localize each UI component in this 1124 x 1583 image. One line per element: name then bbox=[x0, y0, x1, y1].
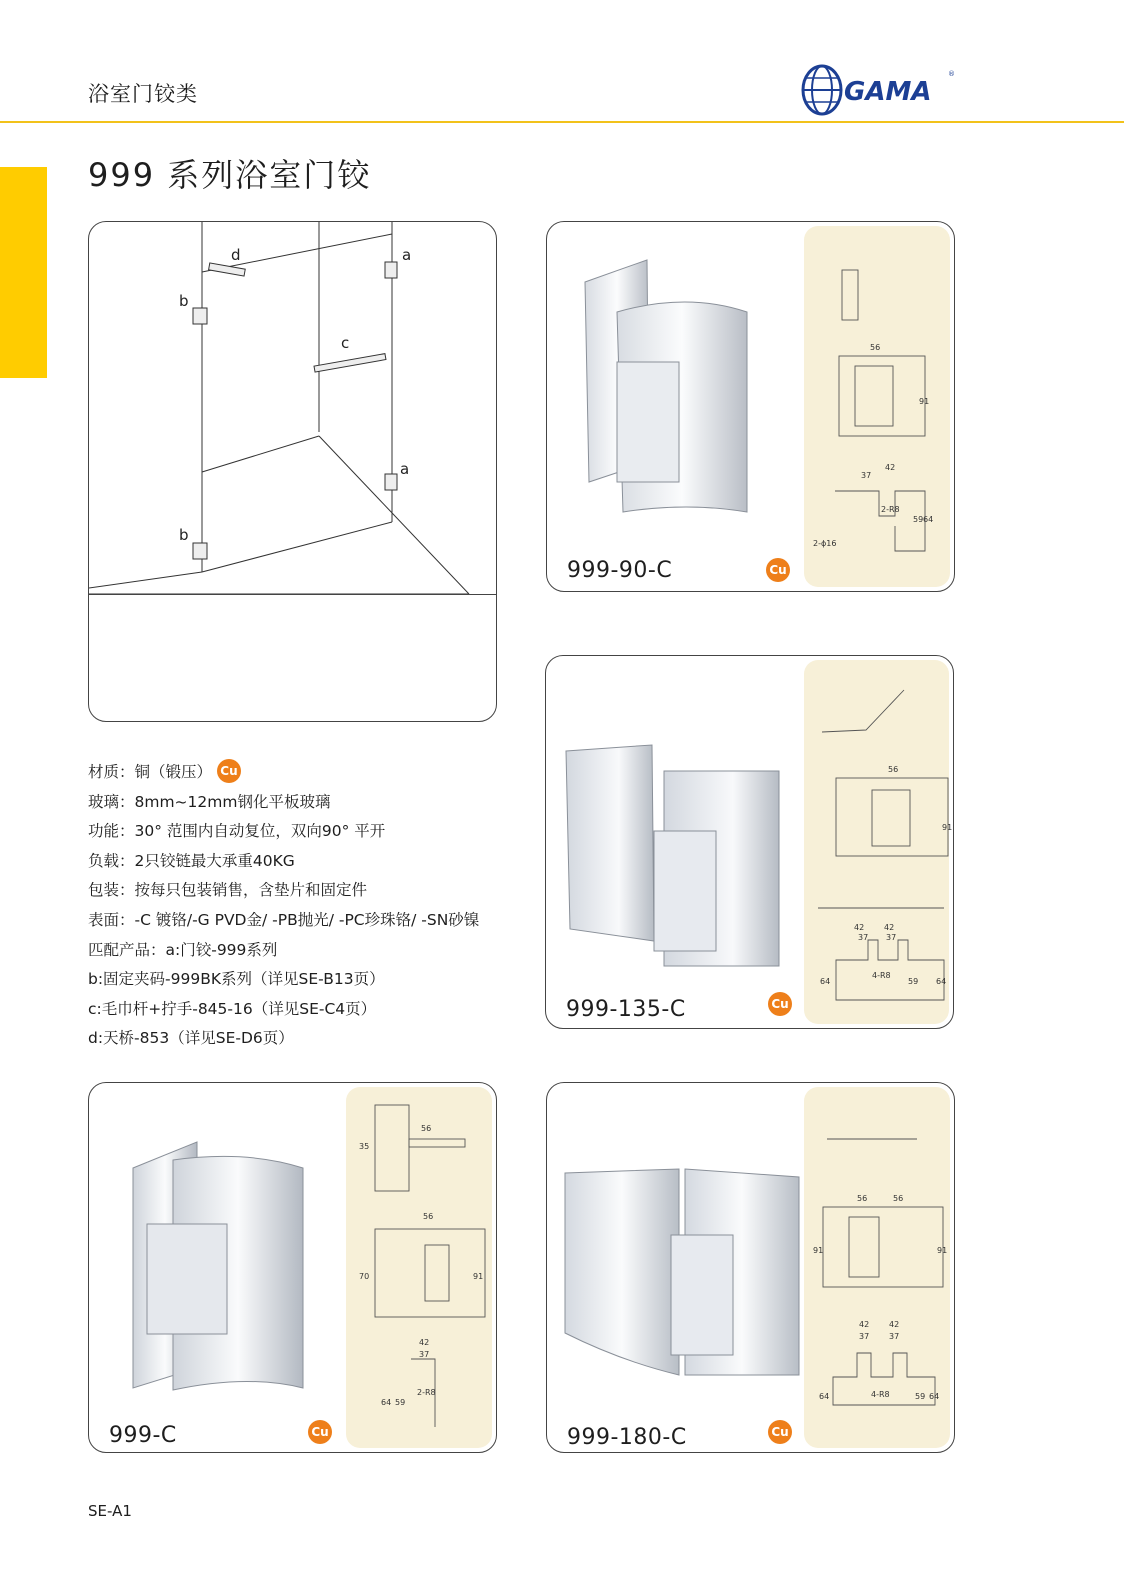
svg-text:2-ϕ16: 2-ϕ16 bbox=[813, 539, 837, 548]
callout-b-bottom: b bbox=[179, 526, 189, 544]
product-card-999-90-c bbox=[546, 221, 955, 592]
svg-text:91: 91 bbox=[813, 1246, 824, 1255]
dimension-drawing bbox=[809, 226, 955, 587]
callout-a-bottom: a bbox=[400, 460, 410, 478]
spec-match-d: d:天桥-853（详见SE-D6页） bbox=[88, 1029, 294, 1048]
copper-badge: Cu bbox=[217, 759, 241, 783]
copper-badge: Cu bbox=[768, 992, 792, 1016]
svg-text:2-R8: 2-R8 bbox=[881, 505, 900, 514]
svg-text:56: 56 bbox=[888, 765, 899, 774]
svg-text:59: 59 bbox=[915, 1392, 926, 1401]
callout-a-top: a bbox=[402, 246, 412, 264]
dimension-drawing bbox=[351, 1087, 497, 1448]
dimension-drawing bbox=[809, 1087, 955, 1448]
model-label: 999-180-C bbox=[567, 1425, 687, 1450]
svg-text:91: 91 bbox=[473, 1272, 484, 1281]
svg-text:56: 56 bbox=[421, 1124, 432, 1133]
product-card-999-c bbox=[88, 1082, 497, 1453]
svg-text:56: 56 bbox=[870, 343, 881, 352]
copper-badge: Cu bbox=[766, 558, 790, 582]
svg-text:64: 64 bbox=[819, 1392, 830, 1401]
spec-match-b: b:固定夹码-999BK系列（详见SE-B13页） bbox=[88, 970, 385, 989]
svg-text:59: 59 bbox=[395, 1398, 406, 1407]
svg-text:42: 42 bbox=[889, 1320, 900, 1329]
header-rule bbox=[0, 121, 1124, 123]
copper-badge: Cu bbox=[768, 1420, 792, 1444]
svg-text:56: 56 bbox=[423, 1212, 434, 1221]
spec-material: 材质：铜（锻压） Cu bbox=[88, 758, 479, 788]
svg-text:42: 42 bbox=[854, 923, 865, 932]
svg-text:64: 64 bbox=[381, 1398, 392, 1407]
brand-wordmark: GAMA bbox=[844, 77, 932, 107]
svg-text:91: 91 bbox=[942, 823, 953, 832]
svg-text:91: 91 bbox=[937, 1246, 948, 1255]
model-label: 999-90-C bbox=[567, 558, 673, 583]
svg-text:64: 64 bbox=[923, 515, 934, 524]
spec-glass: 玻璃：8mm~12mm钢化平板玻璃 bbox=[88, 792, 331, 811]
model-label: 999-135-C bbox=[566, 997, 686, 1022]
svg-text:37: 37 bbox=[858, 933, 869, 942]
spec-match-c: c:毛巾杆+拧手-845-16（详见SE-C4页） bbox=[88, 999, 377, 1018]
spec-match-a: 匹配产品：a:门铰-999系列 bbox=[88, 940, 278, 959]
page-title: 999 系列浴室门铰 bbox=[88, 156, 372, 194]
hinge-photo bbox=[564, 741, 789, 971]
product-card-999-180-c bbox=[546, 1082, 955, 1453]
spec-finish: 表面：-C 镀铬/-G PVD金/ -PB抛光/ -PC珍珠铬/ -SN砂镍 bbox=[88, 910, 480, 929]
gama-logo bbox=[800, 62, 960, 118]
svg-text:37: 37 bbox=[889, 1332, 900, 1341]
svg-text:59: 59 bbox=[908, 977, 919, 986]
svg-text:64: 64 bbox=[820, 977, 831, 986]
shower-enclosure-drawing bbox=[89, 222, 496, 594]
svg-text:42: 42 bbox=[859, 1320, 870, 1329]
svg-text:37: 37 bbox=[859, 1332, 870, 1341]
svg-text:59: 59 bbox=[913, 515, 924, 524]
svg-text:4-R8: 4-R8 bbox=[871, 1390, 890, 1399]
svg-text:42: 42 bbox=[884, 923, 895, 932]
page-number: SE-A1 bbox=[88, 1502, 132, 1520]
callout-b-top: b bbox=[179, 292, 189, 310]
svg-text:37: 37 bbox=[886, 933, 897, 942]
spec-function: 功能：30° 范围内自动复位，双向90° 平开 bbox=[88, 822, 386, 841]
section-title: 浴室门铰类 bbox=[88, 82, 198, 106]
model-label: 999-C bbox=[109, 1423, 177, 1448]
hinge-photo bbox=[127, 1138, 317, 1408]
svg-text:35: 35 bbox=[359, 1142, 370, 1151]
svg-text:91: 91 bbox=[919, 397, 930, 406]
sidebar-tab bbox=[0, 167, 47, 378]
svg-text:2-R8: 2-R8 bbox=[417, 1388, 436, 1397]
dimension-drawing bbox=[808, 660, 953, 1024]
specification-list bbox=[88, 758, 479, 1054]
hinge-photo bbox=[561, 1165, 806, 1410]
svg-text:®: ® bbox=[948, 70, 955, 78]
callout-d: d bbox=[231, 246, 241, 264]
svg-text:37: 37 bbox=[419, 1350, 430, 1359]
svg-text:42: 42 bbox=[419, 1338, 430, 1347]
svg-text:37: 37 bbox=[861, 471, 872, 480]
svg-text:64: 64 bbox=[929, 1392, 940, 1401]
copper-badge: Cu bbox=[308, 1420, 332, 1444]
product-card-999-135-c bbox=[545, 655, 954, 1029]
svg-text:56: 56 bbox=[857, 1194, 868, 1203]
svg-text:4-R8: 4-R8 bbox=[872, 971, 891, 980]
installation-drawing-panel bbox=[88, 221, 497, 722]
svg-text:42: 42 bbox=[885, 463, 896, 472]
svg-text:70: 70 bbox=[359, 1272, 370, 1281]
spec-packing: 包装：按每只包装销售，含垫片和固定件 bbox=[88, 881, 368, 900]
svg-text:64: 64 bbox=[936, 977, 947, 986]
spec-load: 负载：2只铰链最大承重40KG bbox=[88, 851, 295, 870]
callout-c: c bbox=[341, 334, 350, 352]
hinge-photo bbox=[577, 252, 777, 542]
svg-text:56: 56 bbox=[893, 1194, 904, 1203]
